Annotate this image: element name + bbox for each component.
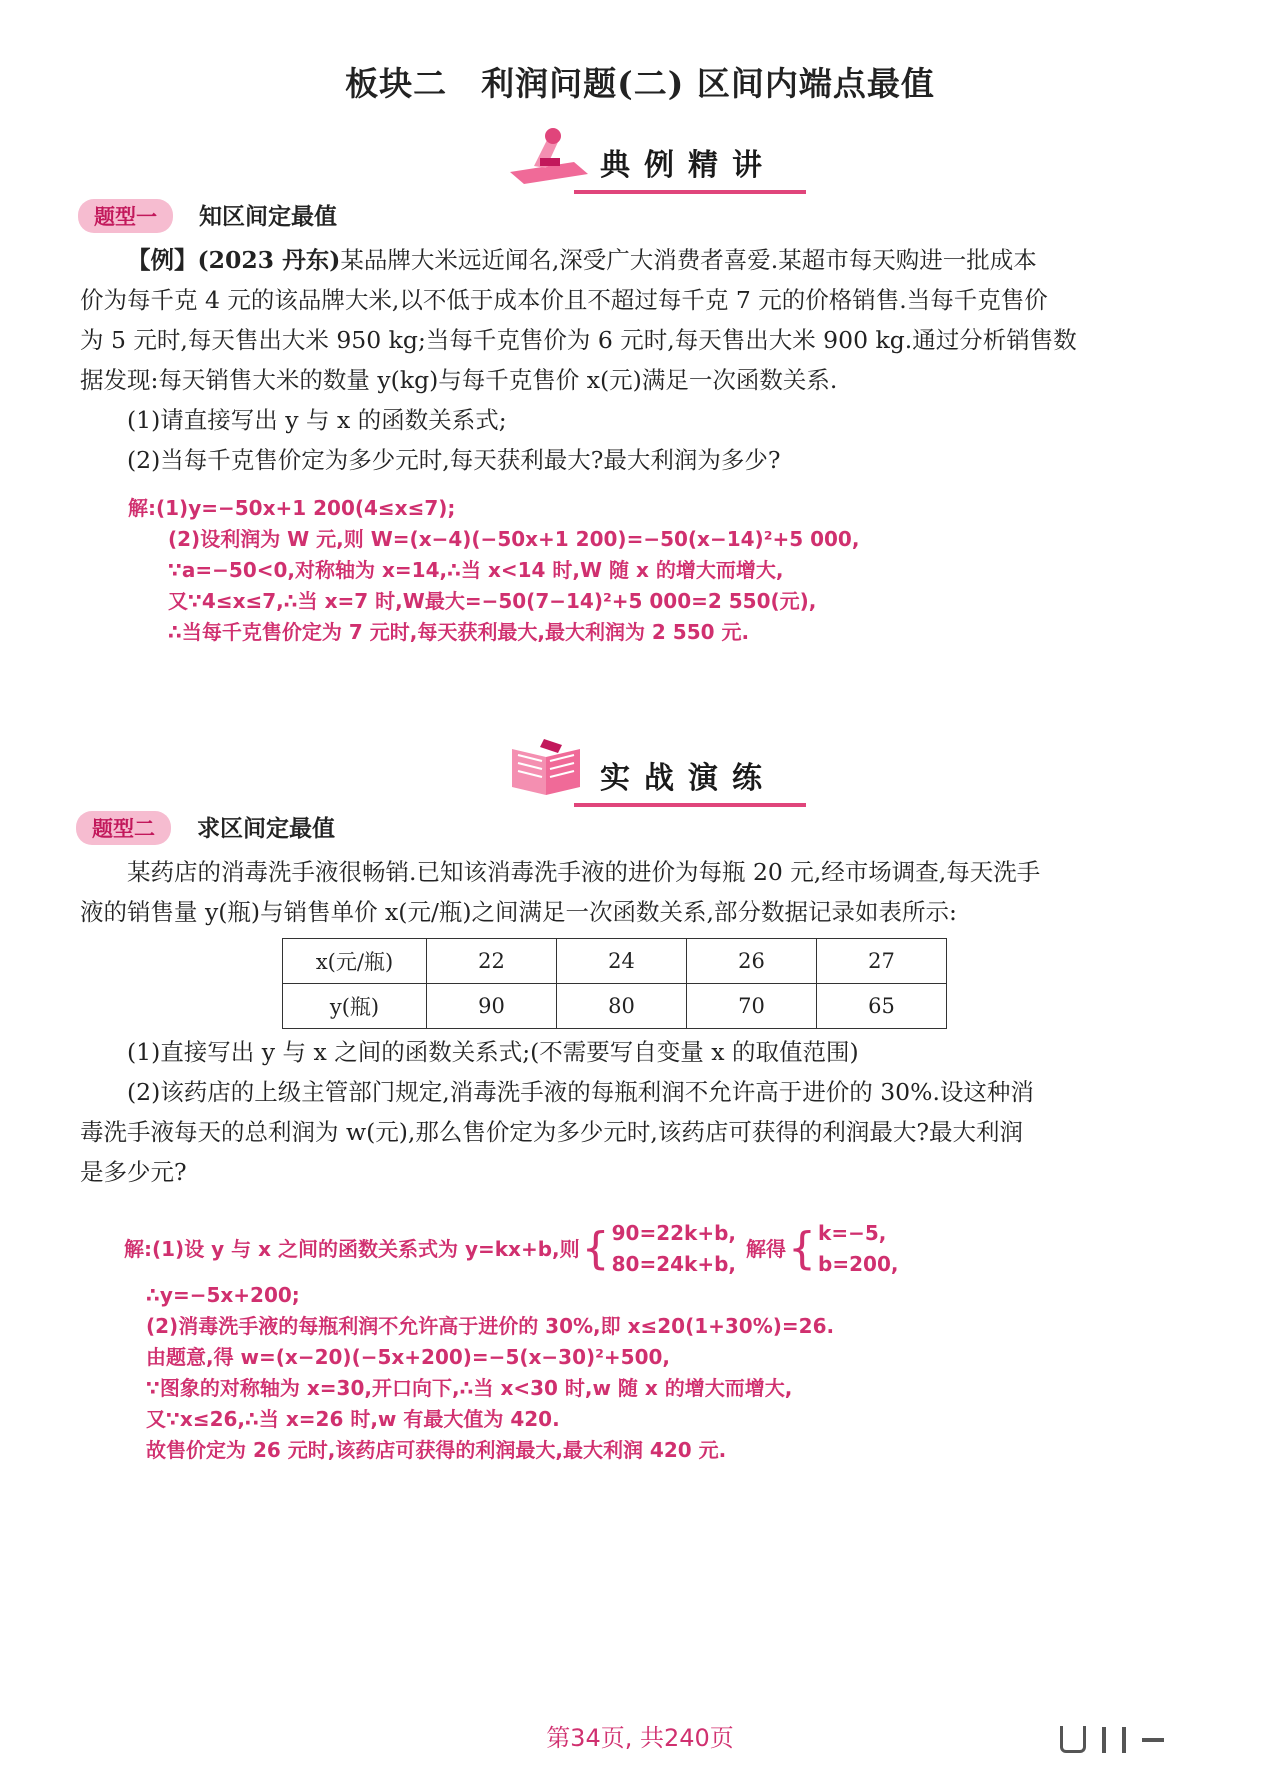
table-cell: 27: [817, 939, 947, 984]
scroll-handle-icon[interactable]: [1102, 1727, 1106, 1753]
table-row-label: x(元/瓶): [283, 939, 427, 984]
data-table: [282, 938, 947, 1029]
type-tag: 题型一: [78, 199, 173, 233]
brace: {: [581, 1223, 610, 1274]
microscope-icon: [504, 122, 594, 186]
text-line: 为 5 元时,每天售出大米 950 kg;当每千克售价为 6 元时,每天售出大米 900 kg.通过分析销售数: [80, 326, 1077, 354]
heading-underline: [574, 190, 806, 194]
question-1: (1)直接写出 y 与 x 之间的函数关系式;(不需要写自变量 x 的取值范围): [127, 1038, 859, 1066]
table-cell: 22: [427, 939, 557, 984]
type-name: 知区间定最值: [199, 204, 337, 230]
heading-underline: [574, 803, 806, 807]
table-cell: 70: [687, 984, 817, 1029]
table-cell: 65: [817, 984, 947, 1029]
solution-line: ∵a=−50<0,对称轴为 x=14,∴当 x<14 时,W 随 x 的增大而增大,: [168, 558, 784, 582]
table-row-label: y(瓶): [283, 984, 427, 1029]
result: k=−5,: [818, 1221, 887, 1245]
question-1: (1)请直接写出 y 与 x 的函数关系式;: [127, 406, 507, 434]
text-line: 液的销售量 y(瓶)与销售单价 x(元/瓶)之间满足一次函数关系,部分数据记录如表所示:: [80, 898, 957, 926]
page-title: 板块二 利润问题(二) 区间内端点最值: [345, 64, 935, 103]
solution-2: [124, 1218, 898, 1466]
solution-system: [124, 1218, 898, 1280]
brace: {: [788, 1223, 817, 1274]
solution-line: 由题意,得 w=(x−20)(−5x+200)=−5(x−30)²+500,: [146, 1345, 670, 1369]
example-problem: [80, 240, 1210, 480]
text-line: 某品牌大米远近闻名,深受广大消费者喜爱.某超市每天购进一批成本: [340, 246, 1037, 274]
result: b=200,: [818, 1252, 899, 1276]
section-heading-examples: [0, 140, 1280, 184]
menu-icon[interactable]: [1142, 1738, 1164, 1742]
solution-1: [128, 493, 859, 648]
table-cell: 90: [427, 984, 557, 1029]
page-indicator: 第34页, 共240页: [546, 1724, 734, 1752]
table-row: [283, 984, 947, 1029]
type-tag: 题型二: [76, 811, 171, 845]
solution-line: (2)设利润为 W 元,则 W=(x−4)(−50x+1 200)=−50(x−14)²+5 000,: [168, 527, 860, 551]
solution-line: (2)消毒洗手液的每瓶利润不允许高于进价的 30%,即 x≤20(1+30%)=26.: [146, 1314, 835, 1338]
question-type-1: [78, 198, 337, 233]
text-line: 某药店的消毒洗手液很畅销.已知该消毒洗手液的进价为每瓶 20 元,经市场调查,每天洗手: [127, 858, 1041, 886]
table-cell: 26: [687, 939, 817, 984]
section-heading-practice: [0, 753, 1280, 797]
text-line: 毒洗手液每天的总利润为 w(元),那么售价定为多少元时,该药店可获得的利润最大?最大利润: [80, 1118, 1023, 1146]
question-type-2: [76, 810, 335, 845]
viewer-controls: [1060, 1726, 1164, 1753]
solution-line: 又∵4≤x≤7,∴当 x=7 时,W最大=−50(7−14)²+5 000=2 550(元),: [168, 589, 817, 613]
practice-questions: [80, 1032, 1210, 1192]
equation: 80=24k+b,: [611, 1252, 737, 1276]
text-line: 是多少元?: [80, 1158, 187, 1186]
solution-line: 解:(1)y=−50x+1 200(4≤x≤7);: [128, 496, 456, 520]
practice-problem: [80, 852, 1210, 932]
example-label: 【例】: [127, 246, 198, 274]
table-cell: 80: [557, 984, 687, 1029]
solution-line: 又∵x≤26,∴当 x=26 时,w 有最大值为 420.: [146, 1407, 560, 1431]
solution-line: 解:(1)设 y 与 x 之间的函数关系式为 y=kx+b,则: [124, 1236, 580, 1261]
solved-label: 解得: [746, 1236, 787, 1261]
text-line: 价为每千克 4 元的该品牌大米,以不低于成本价且不超过每千克 7 元的价格销售.当每千克售价: [80, 286, 1048, 314]
solution-line: 故售价定为 26 元时,该药店可获得的利润最大,最大利润 420 元.: [146, 1438, 727, 1462]
text-line: 据发现:每天销售大米的数量 y(kg)与每千克售价 x(元)满足一次函数关系.: [80, 366, 838, 394]
book-icon: [504, 735, 594, 799]
example-source: (2023 丹东): [197, 246, 341, 274]
question-2: (2)当每千克售价定为多少元时,每天获利最大?最大利润为多少?: [127, 446, 781, 474]
type-name: 求区间定最值: [197, 816, 335, 842]
bookmark-icon[interactable]: [1060, 1726, 1086, 1753]
table-cell: 24: [557, 939, 687, 984]
solution-line: ∴当每千克售价定为 7 元时,每天获利最大,最大利润为 2 550 元.: [168, 620, 750, 644]
solution-line: ∴y=−5x+200;: [146, 1283, 300, 1307]
section-heading-text: 典例精讲: [600, 148, 776, 183]
equation: 90=22k+b,: [611, 1221, 737, 1245]
section-heading-text: 实战演练: [600, 761, 776, 796]
table-row: [283, 939, 947, 984]
solution-line: ∵图象的对称轴为 x=30,开口向下,∴当 x<30 时,w 随 x 的增大而增大,: [146, 1376, 793, 1400]
scroll-handle-icon[interactable]: [1122, 1727, 1126, 1753]
question-2: (2)该药店的上级主管部门规定,消毒洗手液的每瓶利润不允许高于进价的 30%.设这种消: [127, 1078, 1034, 1106]
